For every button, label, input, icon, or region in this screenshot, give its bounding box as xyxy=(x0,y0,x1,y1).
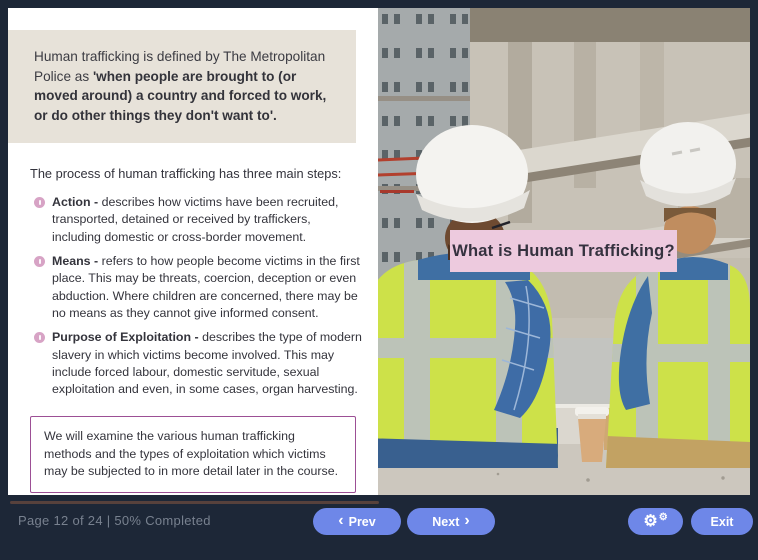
slide-title-text: What is Human Trafficking? xyxy=(452,241,675,260)
next-button[interactable] xyxy=(407,508,495,535)
next-button-label: Next xyxy=(432,514,460,529)
info-circle-icon xyxy=(34,332,45,343)
step-term: Purpose of Exploitation - xyxy=(52,330,203,345)
exit-button-label: Exit xyxy=(710,514,734,529)
utility-buttons xyxy=(628,508,753,535)
quote-text-bold: 'when people are brought to (or moved around) a country and forced to work, or do other things they don't want to'. xyxy=(34,68,327,124)
list-item-action xyxy=(34,194,362,246)
list-item-exploitation xyxy=(34,329,362,398)
exit-button[interactable] xyxy=(691,508,753,535)
steps-intro-text: The process of human trafficking has three main steps: xyxy=(30,165,342,181)
step-desc: refers to how people become victims in the first place. This may be threats, coercion, deception or even abduction. Where children are concerned, there may be no means as they cannot give informed consent. xyxy=(52,253,360,320)
slide-content-panel xyxy=(8,8,378,495)
definition-quote-box xyxy=(8,30,356,143)
progress-bar-fill xyxy=(10,501,379,504)
slide-title-banner xyxy=(450,230,677,272)
settings-button[interactable] xyxy=(628,508,683,535)
progress-bar-track xyxy=(10,501,748,504)
step-desc: describes how victims have been recruited, transported, detained or received by traffickers, including domestic or cross-border movement. xyxy=(52,194,339,244)
page-status-text: Page 12 of 24 | 50% Completed xyxy=(18,513,211,528)
chevron-left-icon: ‹ xyxy=(338,511,344,529)
prev-button-label: Prev xyxy=(348,514,376,529)
nav-buttons xyxy=(313,508,495,535)
step-desc: describes the type of modern slavery in which victims become involved. This may include forced labour, domestic servitude, sexual exploitation and even, in some cases, organ harvesting. xyxy=(52,330,362,397)
trafficking-steps-list xyxy=(8,194,378,399)
construction-site-photo xyxy=(378,8,750,495)
chevron-right-icon: › xyxy=(464,511,470,529)
quote-text-normal: Human trafficking is defined by The Metropolitan Police as xyxy=(34,49,326,84)
gear-icon: ⚙ xyxy=(643,512,658,530)
gear-small-icon: ⚙ xyxy=(658,511,668,523)
course-note-box xyxy=(30,416,356,493)
step-term: Action - xyxy=(52,194,102,209)
step-term: Means - xyxy=(52,253,102,268)
note-text: We will examine the various human trafficking methods and the types of exploitation which victims may be subjected to in more detail later in the course. xyxy=(44,428,339,479)
info-circle-icon xyxy=(34,256,45,267)
list-item-means xyxy=(34,253,362,322)
info-circle-icon xyxy=(34,197,45,208)
prev-button[interactable] xyxy=(313,508,401,535)
